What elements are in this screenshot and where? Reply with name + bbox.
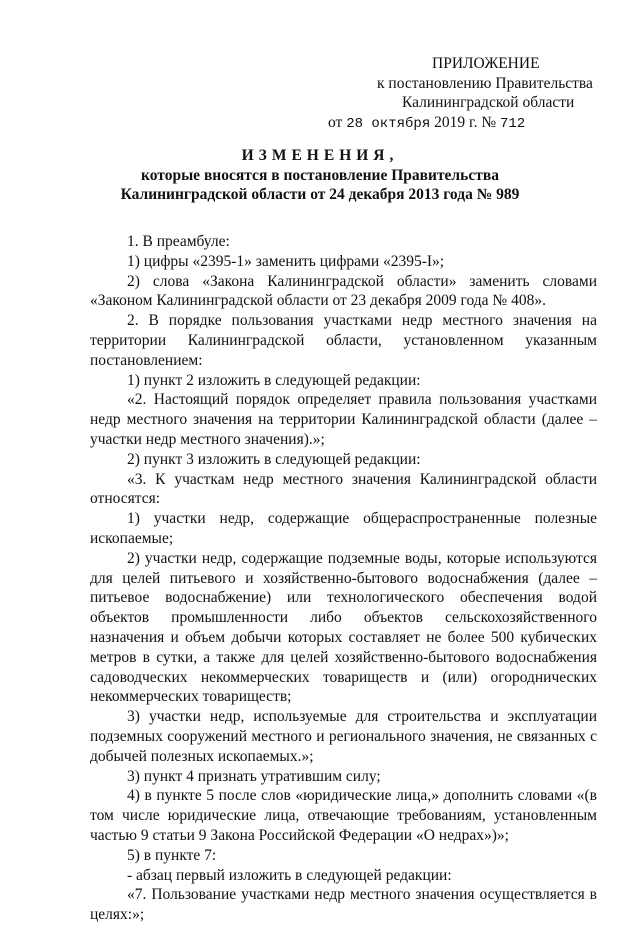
paragraph: «2. Настоящий порядок определяет правила пользования участками недр местного значения на территории Калининградской области (далее – участки недр местного значения).»;: [90, 391, 597, 448]
date-prefix: от: [328, 113, 343, 131]
paragraph: «7. Пользование участками недр местного значения осуществляется в целях:»;: [90, 886, 597, 924]
paragraph: 4) в пункте 5 после слов «юридические лица,» дополнить словами «(в том числе юридические лица, отвечающие требованиям, установленным частью 9 статьи 9 Закона Российской Федерации «О недрах»)»;: [90, 787, 597, 844]
paragraph: 3) пункт 4 признать утратившим силу;: [127, 767, 381, 785]
date-value: 28 октября: [346, 115, 431, 132]
paragraph: 5) в пункте 7:: [127, 846, 217, 864]
paragraph: 2) слова «Закона Калининградской области» заменить словами «Законом Калининградской области от 23 декабря 2009 года № 408».: [90, 272, 597, 310]
document-subtitle-line1: которые вносятся в постановление Правительства: [141, 167, 499, 184]
paragraph: 1) участки недр, содержащие общераспространенные полезные ископаемые;: [90, 510, 597, 547]
appendix-line-region: Калининградской области: [402, 94, 575, 111]
paragraph: 2) участки недр, содержащие подземные воды, которые используются для целей питьевого и хозяйственно-бытового водоснабжения (далее – питьевое водоснабжение) или технологического обеспечения водой объектов промышленности либо объектов сельскохозяйственного назначения и объем добычи которых составляет не более 500 кубических метров в сутки, а также для целей хозяйственно-бытового водоснабжения садоводческих некоммерческих товариществ и (или) огороднических некоммерческих товариществ;: [90, 549, 597, 706]
document-title: ИЗМЕНЕНИЯ,: [241, 147, 399, 164]
document-number: 712: [500, 115, 526, 132]
paragraph: 2. В порядке пользования участками недр местного значения на территории Калининградской области, установленном указанным постановлением:: [90, 312, 597, 369]
appendix-date-line: [328, 113, 608, 135]
date-year: 2019 г. №: [434, 113, 497, 131]
paragraph: - абзац первый изложить в следующей редакции:: [127, 866, 452, 884]
appendix-line-resolution: к постановлению Правительства: [377, 74, 593, 92]
document-subtitle-line2: Калининградской области от 24 декабря 2013 года № 989: [120, 186, 520, 203]
paragraph: 1) пункт 2 изложить в следующей редакции:: [127, 371, 421, 389]
paragraph: 3) участки недр, используемые для строительства и эксплуатации подземных сооружений местного и регионального значения, не связанных с добычей полезных ископаемых.»;: [90, 708, 597, 765]
appendix-block: [328, 54, 608, 134]
paragraph: 1. В преамбуле:: [127, 233, 230, 250]
paragraph: 2) пункт 3 изложить в следующей редакции:: [127, 450, 421, 468]
paragraph: 1) цифры «2395-1» заменить цифрами «2395-I»;: [127, 252, 445, 270]
paragraph: «3. К участкам недр местного значения Калининградской области относятся:: [90, 470, 597, 508]
document-body: [90, 232, 597, 925]
appendix-heading: ПРИЛОЖЕНИЕ: [432, 55, 540, 72]
